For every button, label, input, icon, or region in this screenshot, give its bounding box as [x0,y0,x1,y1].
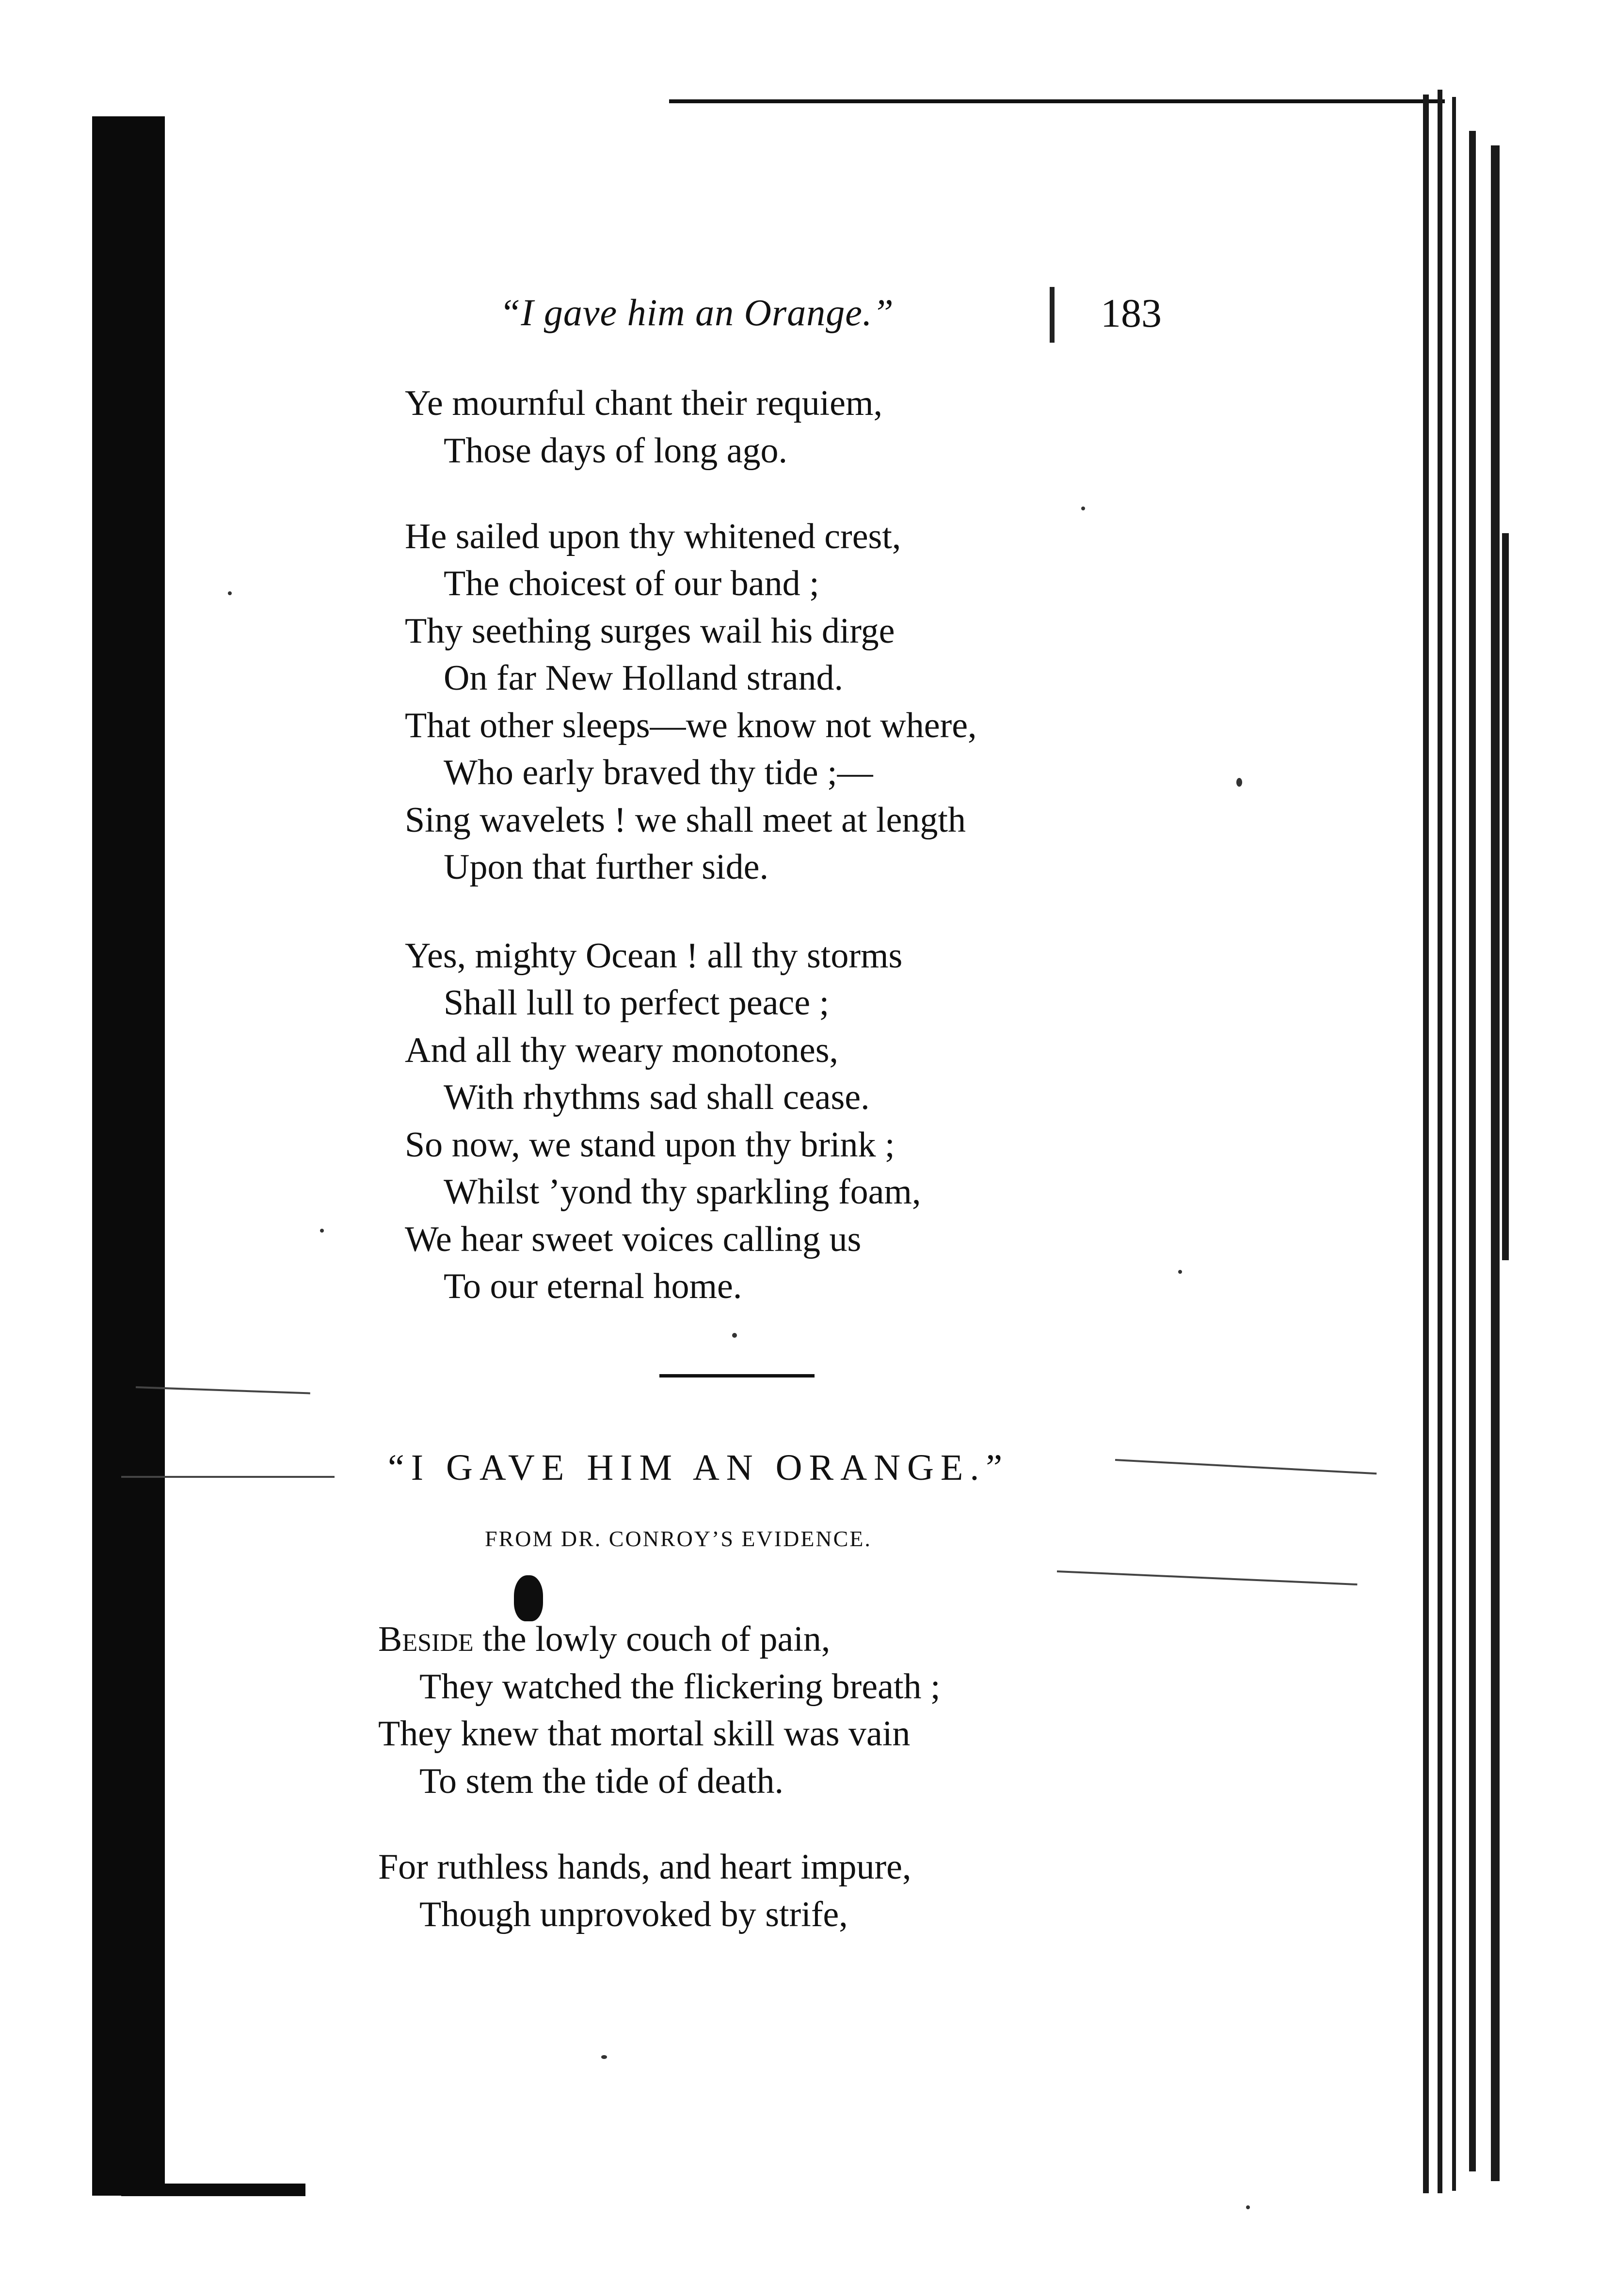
poem-line [378,1621,830,1657]
scan-streak [1115,1459,1376,1474]
scan-speck [601,2055,607,2059]
poem-line: Whilst ’yond thy sparkling foam, [444,1172,921,1212]
scan-streak [121,1476,335,1478]
running-head-title: “I gave him an Orange.” [499,291,894,333]
page-edge-line [1491,145,1500,2181]
poem-line: Thy seething surges wail his dirge [405,611,895,651]
poem-line: To our eternal home. [444,1267,742,1306]
poem-line: So now, we stand upon thy brink ; [405,1125,895,1165]
poem-subtitle: FROM DR. CONROY’S EVIDENCE. [485,1526,872,1551]
scan-speck [1236,778,1242,787]
poem-line: Yes, mighty Ocean ! all thy storms [405,936,903,976]
ink-blot [514,1575,543,1621]
poem-line: He sailed upon thy whitened crest, [405,517,901,556]
poem-line: On far New Holland strand. [444,658,844,698]
poem-line: That other sleeps—we know not where, [405,706,977,745]
poem-line: For ruthless hands, and heart impure, [378,1847,911,1887]
page-edge-line [1469,131,1476,2171]
poem-line: Upon that further side. [444,847,768,887]
poem-line: And all thy weary monotones, [405,1030,838,1070]
scan-speck [1178,1270,1182,1274]
poem-line: The choicest of our band ; [444,564,819,603]
head-mark [1050,287,1055,343]
poem-line: Ye mournful chant their requiem, [405,383,883,423]
poem-line: Who early braved thy tide ;— [444,753,873,792]
poem-line: We hear sweet voices calling us [405,1219,862,1259]
section-divider [659,1374,815,1378]
poem-line: Though unprovoked by strife, [419,1895,848,1934]
scan-speck [1081,507,1085,510]
scan-speck [1246,2205,1250,2209]
scan-streak [1057,1570,1358,1585]
poem-title: “I GAVE HIM AN ORANGE.” [388,1447,1009,1488]
page-edge-line [1502,533,1509,1260]
page-number: 183 [1101,291,1162,336]
poem-line-rest: the lowly couch of pain, [473,1619,831,1659]
binding-edge-foot [121,2184,305,2196]
top-rule [669,99,1445,103]
poem-line: They knew that mortal skill was vain [378,1714,911,1754]
page-edge-line [1438,90,1442,2193]
poem-line: With rhythms sad shall cease. [444,1077,870,1117]
scan-speck [732,1333,737,1338]
scan-speck [228,591,232,595]
poem-line: They watched the flickering breath ; [419,1667,941,1707]
page-edge-line [1452,97,1456,2191]
poem-line: Sing wavelets ! we shall meet at length [405,800,966,840]
binding-edge [92,116,165,2196]
drop-word: Beside [378,1619,474,1659]
poem-line: Shall lull to perfect peace ; [444,983,830,1023]
page-edge-line [1423,95,1429,2193]
poem-line: To stem the tide of death. [419,1761,784,1801]
poem-line: Those days of long ago. [444,431,788,471]
scan-speck [320,1229,324,1233]
